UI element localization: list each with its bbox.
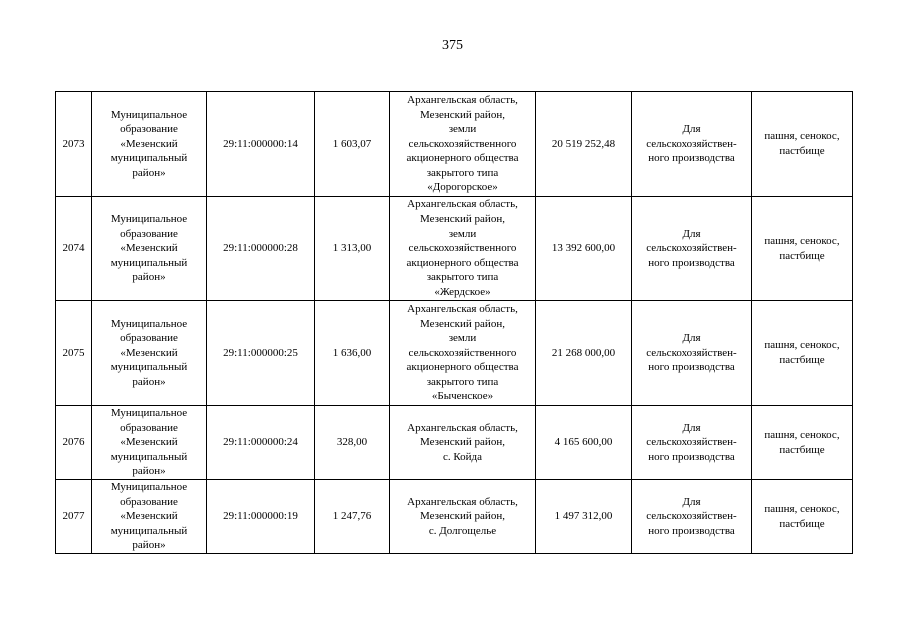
price-cell: 21 268 000,00 (536, 301, 632, 406)
area-cell: 1 603,07 (315, 92, 390, 197)
owner-text: Муниципальное образование «Мезенский муниципальный район» (110, 213, 188, 284)
location-cell (390, 301, 536, 406)
price-cell: 1 497 312,00 (536, 480, 632, 554)
location-cell (390, 92, 536, 197)
owner-text: Муниципальное образование «Мезенский муниципальный район» (110, 317, 188, 388)
table-row (56, 480, 853, 554)
purpose-cell (632, 480, 752, 554)
purpose-cell (632, 406, 752, 480)
row-number-cell: 2076 (56, 406, 92, 480)
location-text: Архангельская область, Мезенский район, земли сельскохозяйственного акционерного общества закрытого типа «Жердское» (406, 198, 519, 298)
price-cell: 4 165 600,00 (536, 406, 632, 480)
cadastral-number-cell: 29:11:000000:19 (207, 480, 315, 554)
cadastral-number-cell: 29:11:000000:28 (207, 197, 315, 301)
cadastral-number-cell: 29:11:000000:14 (207, 92, 315, 197)
owner-cell (92, 92, 207, 197)
land-type-text: пашня, сенокос, пастбище (764, 234, 840, 262)
table-row (56, 92, 853, 197)
location-text: Архангельская область, Мезенский район, с. Койда (407, 421, 518, 463)
area-cell: 328,00 (315, 406, 390, 480)
owner-text: Муниципальное образование «Мезенский муниципальный район» (110, 108, 188, 179)
cadastral-number-cell: 29:11:000000:25 (207, 301, 315, 406)
purpose-text: Для сельскохозяйствен- ного производства (646, 495, 737, 537)
location-text: Архангельская область, Мезенский район, земли сельскохозяйственного акционерного общества закрытого типа «Быченское» (406, 302, 519, 403)
table-row (56, 406, 853, 480)
land-type-cell (752, 480, 853, 554)
location-cell (390, 480, 536, 554)
price-cell: 20 519 252,48 (536, 92, 632, 197)
location-text: Архангельская область, Мезенский район, земли сельскохозяйственного акционерного общества закрытого типа «Дорогорское» (406, 93, 519, 194)
price-cell: 13 392 600,00 (536, 197, 632, 301)
area-cell: 1 313,00 (315, 197, 390, 301)
row-number-cell: 2073 (56, 92, 92, 197)
land-registry-table (55, 91, 853, 554)
land-type-cell (752, 301, 853, 406)
land-type-cell (752, 197, 853, 301)
owner-cell (92, 197, 207, 301)
table-row (56, 301, 853, 406)
purpose-text: Для сельскохозяйствен- ного производства (646, 332, 737, 374)
land-type-text: пашня, сенокос, пастбище (764, 502, 840, 530)
purpose-cell (632, 92, 752, 197)
land-type-cell (752, 92, 853, 197)
owner-text: Муниципальное образование «Мезенский муниципальный район» (110, 481, 188, 552)
row-number-cell: 2074 (56, 197, 92, 301)
location-cell (390, 197, 536, 301)
row-number-cell: 2075 (56, 301, 92, 406)
cadastral-number-cell: 29:11:000000:24 (207, 406, 315, 480)
purpose-text: Для сельскохозяйствен- ного производства (646, 421, 737, 463)
land-type-text: пашня, сенокос, пастбище (764, 428, 840, 456)
purpose-cell (632, 301, 752, 406)
owner-text: Муниципальное образование «Мезенский муниципальный район» (110, 407, 188, 478)
area-cell: 1 247,76 (315, 480, 390, 554)
location-cell (390, 406, 536, 480)
page-number: 375 (442, 38, 463, 53)
area-cell: 1 636,00 (315, 301, 390, 406)
purpose-text: Для сельскохозяйствен- ного производства (646, 227, 737, 269)
location-text: Архангельская область, Мезенский район, с. Долгощелье (407, 495, 518, 537)
row-number-cell: 2077 (56, 480, 92, 554)
purpose-text: Для сельскохозяйствен- ного производства (646, 123, 737, 165)
owner-cell (92, 301, 207, 406)
owner-cell (92, 406, 207, 480)
land-type-text: пашня, сенокос, пастбище (764, 339, 840, 366)
land-type-text: пашня, сенокос, пастбище (764, 130, 840, 157)
owner-cell (92, 480, 207, 554)
table-row (56, 197, 853, 301)
land-type-cell (752, 406, 853, 480)
purpose-cell (632, 197, 752, 301)
